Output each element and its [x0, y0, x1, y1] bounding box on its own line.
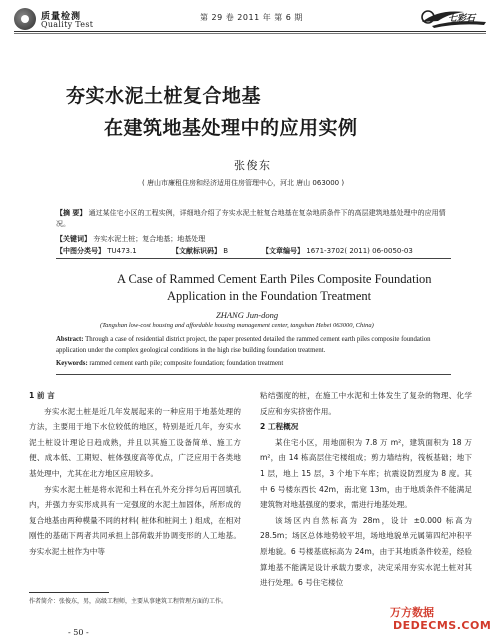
abstract-cn [56, 208, 451, 230]
english-author: ZHANG Jun-dong [216, 310, 279, 320]
article-number-value: 1671-3702( 2011) 06-0050-03 [306, 247, 413, 255]
keywords-cn-label: 【关键词】 [56, 235, 91, 243]
body-paragraph: 夯实水泥土桩是近几年发展起来的一种应用于地基处理的方法，主要用于地下水位较低的地区，特别是近几年，夯实水泥土桩设计理论日趋成熟，并且以其施工设备简单、施工方便、成本低、工期短、桩体强度高等优点，广泛应用于各类地基处理中，尤其在北方地区应用较多。 [29, 406, 241, 478]
english-title-line2: Application in the Foundation Treatment [167, 289, 372, 303]
brand-text: 七彩石 [448, 14, 476, 24]
abstract-en [56, 334, 451, 356]
body-column-left [29, 388, 241, 560]
brand-logo-icon [418, 7, 490, 29]
document-code [172, 246, 228, 256]
watermark-line1: 万方数据 [390, 606, 434, 619]
header-rule [14, 31, 486, 32]
doc-code-label: 【文献标识码】 [172, 247, 221, 255]
section-heading: 1 前 言 [29, 391, 55, 400]
body-paragraph: 粘结强度的桩，在施工中水泥和土体发生了复杂的物理、化学反应和夯实挤密作用。 [260, 391, 472, 416]
english-affiliation: (Tangshan low-cost housing and affordable housing management center, tangshan Hebei 063000, China) [100, 322, 374, 329]
abstract-cn-text: 通过某住宅小区的工程实例，详细地介绍了夯实水泥土桩复合地基在复杂地质条件下的高层建筑地基处理中的应用情况。 [56, 209, 446, 228]
clc-label: 【中图分类号】 [56, 247, 105, 255]
body-column-right [260, 388, 472, 591]
section-divider-2 [56, 374, 451, 375]
issue-info: 第 29 卷 2011 年 第 6 期 [200, 13, 303, 22]
doc-code-value: B [223, 247, 229, 255]
keywords-en-text: rammed cement earth pile; composite foundation; foundation treatment [89, 360, 284, 367]
keywords-cn [56, 234, 451, 245]
keywords-en-label: Keywords: [56, 360, 88, 367]
abstract-cn-label: 【摘 要】 [56, 209, 87, 217]
keywords-cn-text: 夯实水泥土桩；复合地基；地基处理 [93, 235, 206, 243]
footnote-rule [29, 592, 109, 593]
body-paragraph: 某住宅小区，用地面积为 7.8 万 m²，建筑面积为 18 万 m²，由 14 栋高层住宅楼组成；剪力墙结构，筏板基础；地下 1 层，地上 15 层，3 个地下车库；抗震设防烈度为 8 度。其中 6 号楼东西长 42m，南北宽 13m，由于地质条件不能满足建筑物对地基强度的要求，需进行地基处理。 [260, 437, 472, 510]
journal-title-cn: 质量检测 [41, 12, 82, 22]
journal-logo-icon [14, 8, 36, 30]
author-footnote: 作者简介：张俊东，男，高级工程师，主要从事建筑工程管理方面的工作。 [29, 598, 228, 605]
section-heading: 2 工程概况 [260, 422, 299, 432]
journal-title-en: Quality Test [41, 20, 94, 29]
abstract-en-text: Through a case of residential district project, the paper presented detailed the rammed cement earth piles composite foundation application under the complex geological conditions in the high rise building foundation treatment. [56, 336, 431, 354]
body-paragraph: 该场区内自然标高为 28m，设计 ±0.000 标高为 28.5m；场区总体地势较平坦，场地地貌单元属第四纪冲积平原地貌。6 号楼基底标高为 24m，由于其地质条件较差，经验算地基不能满足设计承载力要求，决定采用夯实水泥土桩对其进行处理。6 号住宅楼位 [260, 515, 472, 588]
clc-number [56, 246, 137, 256]
watermark-line2: DEDECMS.COM [393, 619, 492, 632]
article-title-line1: 夯实水泥土桩复合地基 [66, 85, 262, 107]
author-affiliation: ( 唐山市廉租住房和经济适用住房管理中心，河北 唐山 063000 ) [142, 179, 345, 187]
article-number-label: 【文章编号】 [262, 247, 304, 255]
author-name: 张俊东 [234, 159, 272, 172]
section-divider [56, 258, 451, 259]
body-paragraph: 夯实水泥土桩是将水泥和土料在孔外充分拌匀后再回填孔内，并强力夯实形成具有一定强度的水泥土加固体，所形成的复合地基由两种模量不同的材料( 桩体和桩间土 ) 组成，在相对刚性的基础下两者共同承担上部荷载并协调变形的人工地基。夯实水泥土桩作为中等 [29, 484, 241, 556]
abstract-en-label: Abstract: [56, 336, 84, 343]
clc-value: TU473.1 [107, 247, 137, 255]
article-title-line2: 在建筑地基处理中的应用实例 [104, 117, 358, 139]
page-number: - 50 - [68, 628, 89, 637]
header-rule-thin [14, 33, 486, 34]
article-number [262, 246, 413, 256]
english-title-line1: A Case of Rammed Cement Earth Piles Composite Foundation [117, 272, 432, 286]
keywords-en [56, 360, 451, 367]
